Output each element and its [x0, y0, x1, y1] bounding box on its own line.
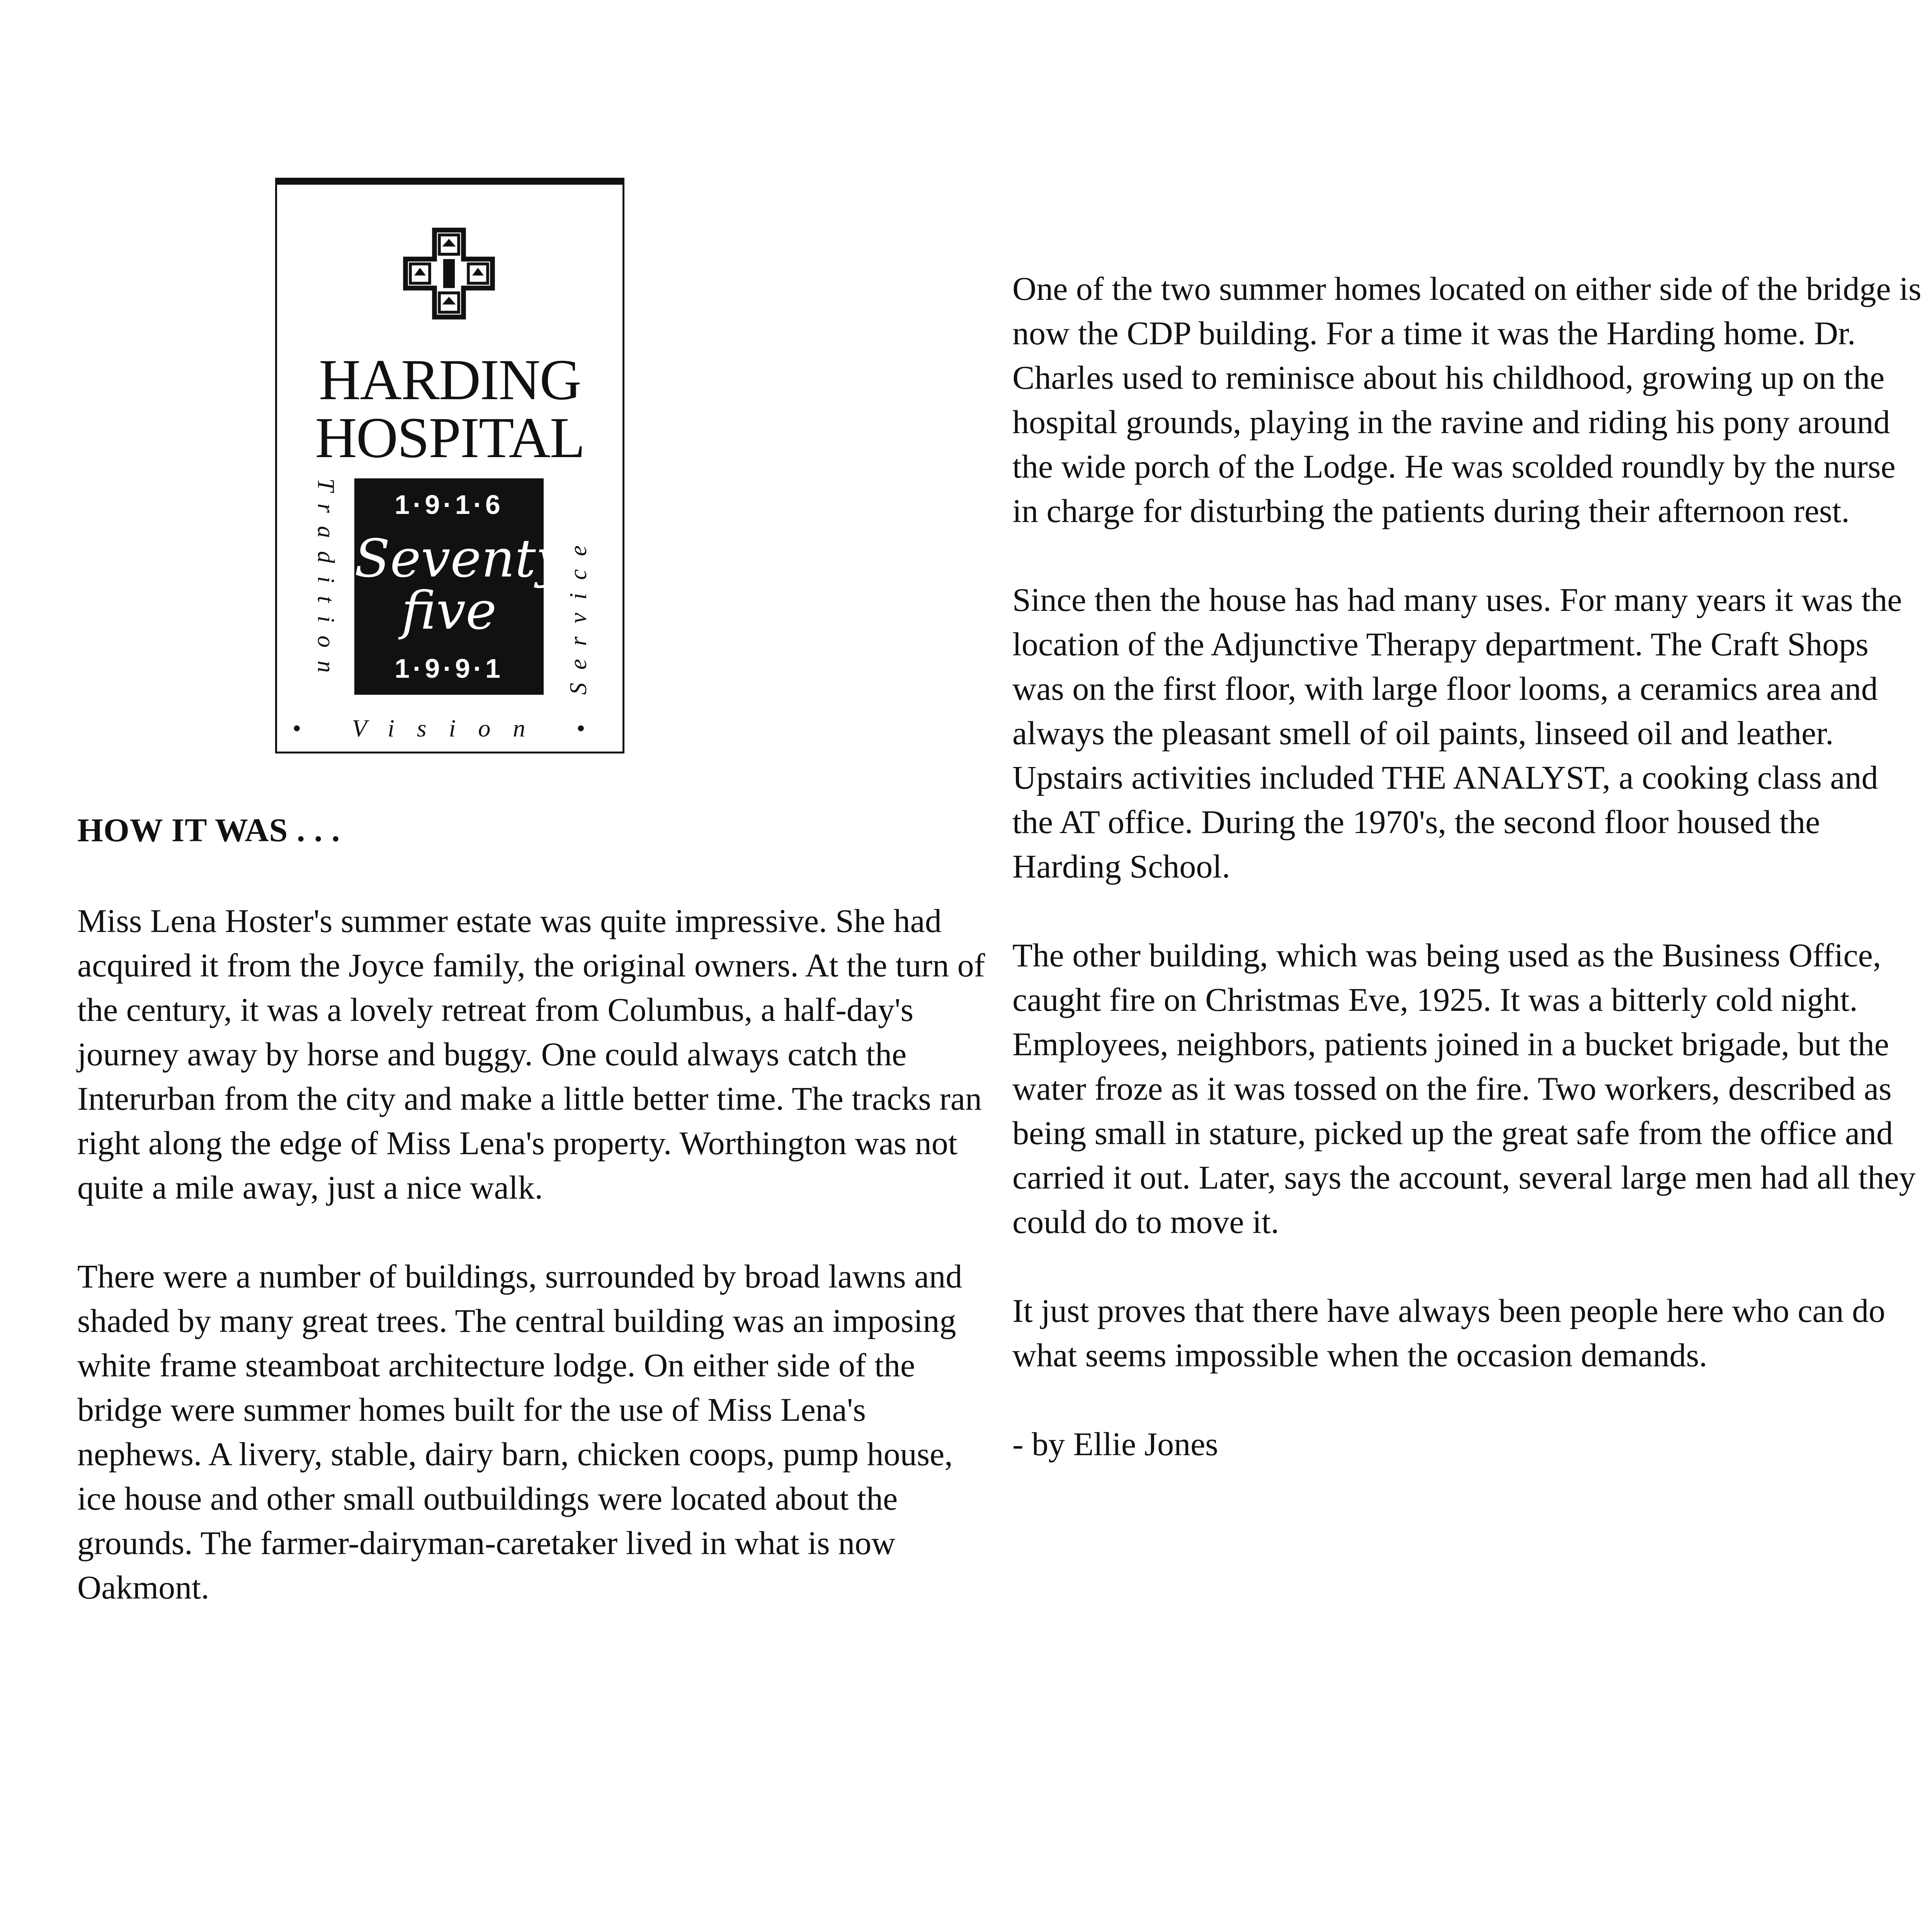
vision-text: • Vision •: [292, 714, 607, 742]
badge-start-year: 1·9·1·6: [395, 490, 503, 520]
section-heading: HOW IT WAS . . .: [77, 811, 340, 849]
right-column: [1012, 267, 1924, 1466]
paragraph: Since then the house has had many uses. For many years it was the location of the Adjunctive Therapy department. The Craft Shops was on the first floor, with large floor looms, a ceramics area and always the pleasant smell of oil paints, linseed oil and leather. Upstairs activities included THE ANALYST, a cooking class and the AT office. During the 1970's, the second floor housed the Harding School.: [1012, 581, 1902, 885]
badge-script-seventy: Seventy: [354, 528, 565, 589]
anniversary-badge: [354, 478, 565, 695]
harding-hospital-logo: [275, 178, 624, 753]
hospital-name-line2: HOSPITAL: [315, 406, 585, 470]
left-column: [77, 808, 985, 1610]
tradition-vertical-text: Tradition: [313, 478, 339, 686]
paragraph: It just proves that there have always been people here who can do what seems impossible when the occasion demands.: [1012, 1292, 1886, 1374]
paragraph: One of the two summer homes located on either side of the bridge is now the CDP building. For a time it was the Harding home. Dr. Charles used to reminisce about his childhood, growing up on the hospital grounds, playing in the ravine and riding his pony around the wide porch of the Lodge. He was scolded roundly by the nurse in charge for disturbing the patients during their afternoon rest.: [1012, 270, 1922, 529]
paragraph: The other building, which was being used as the Business Office, caught fire on Christmas Eve, 1925. It was a bitterly cold night. Employees, neighbors, patients joined in a bucket brigade, but the water froze as it was tossed on the fire. Two workers, described as being small in stature, picked up the great safe from the office and carried it out. Later, says the account, several large men had all they could do to move it.: [1012, 937, 1916, 1240]
badge-end-year: 1·9·9·1: [395, 653, 503, 684]
paragraph: There were a number of buildings, surrounded by broad lawns and shaded by many great trees. The central building was an imposing white frame steamboat architecture lodge. On either side of the bridge were summer homes built for the use of Miss Lena's nephews. A livery, stable, dairy barn, chicken coops, pump house, ice house and other small outbuildings were located about the grounds. The farmer-dairyman-caretaker lived in what is now Oakmont.: [77, 1258, 963, 1606]
author-byline: - by Ellie Jones: [1012, 1425, 1218, 1463]
paragraph: Miss Lena Hoster's summer estate was quite impressive. She had acquired it from the Joyce family, the original owners. At the turn of the century, it was a lovely retreat from Columbus, a half-day's journey away by horse and buggy. One could always catch the Interurban from the city and make a little better time. The tracks ran right along the edge of Miss Lena's property. Worthington was not quite a mile away, just a nice walk.: [77, 902, 985, 1206]
badge-script-five: five: [401, 580, 497, 641]
hospital-name-line1: HARDING: [319, 348, 581, 412]
service-vertical-text: Service: [565, 532, 592, 695]
hospital-cross-icon: [401, 225, 497, 322]
hospital-name: [277, 348, 622, 470]
